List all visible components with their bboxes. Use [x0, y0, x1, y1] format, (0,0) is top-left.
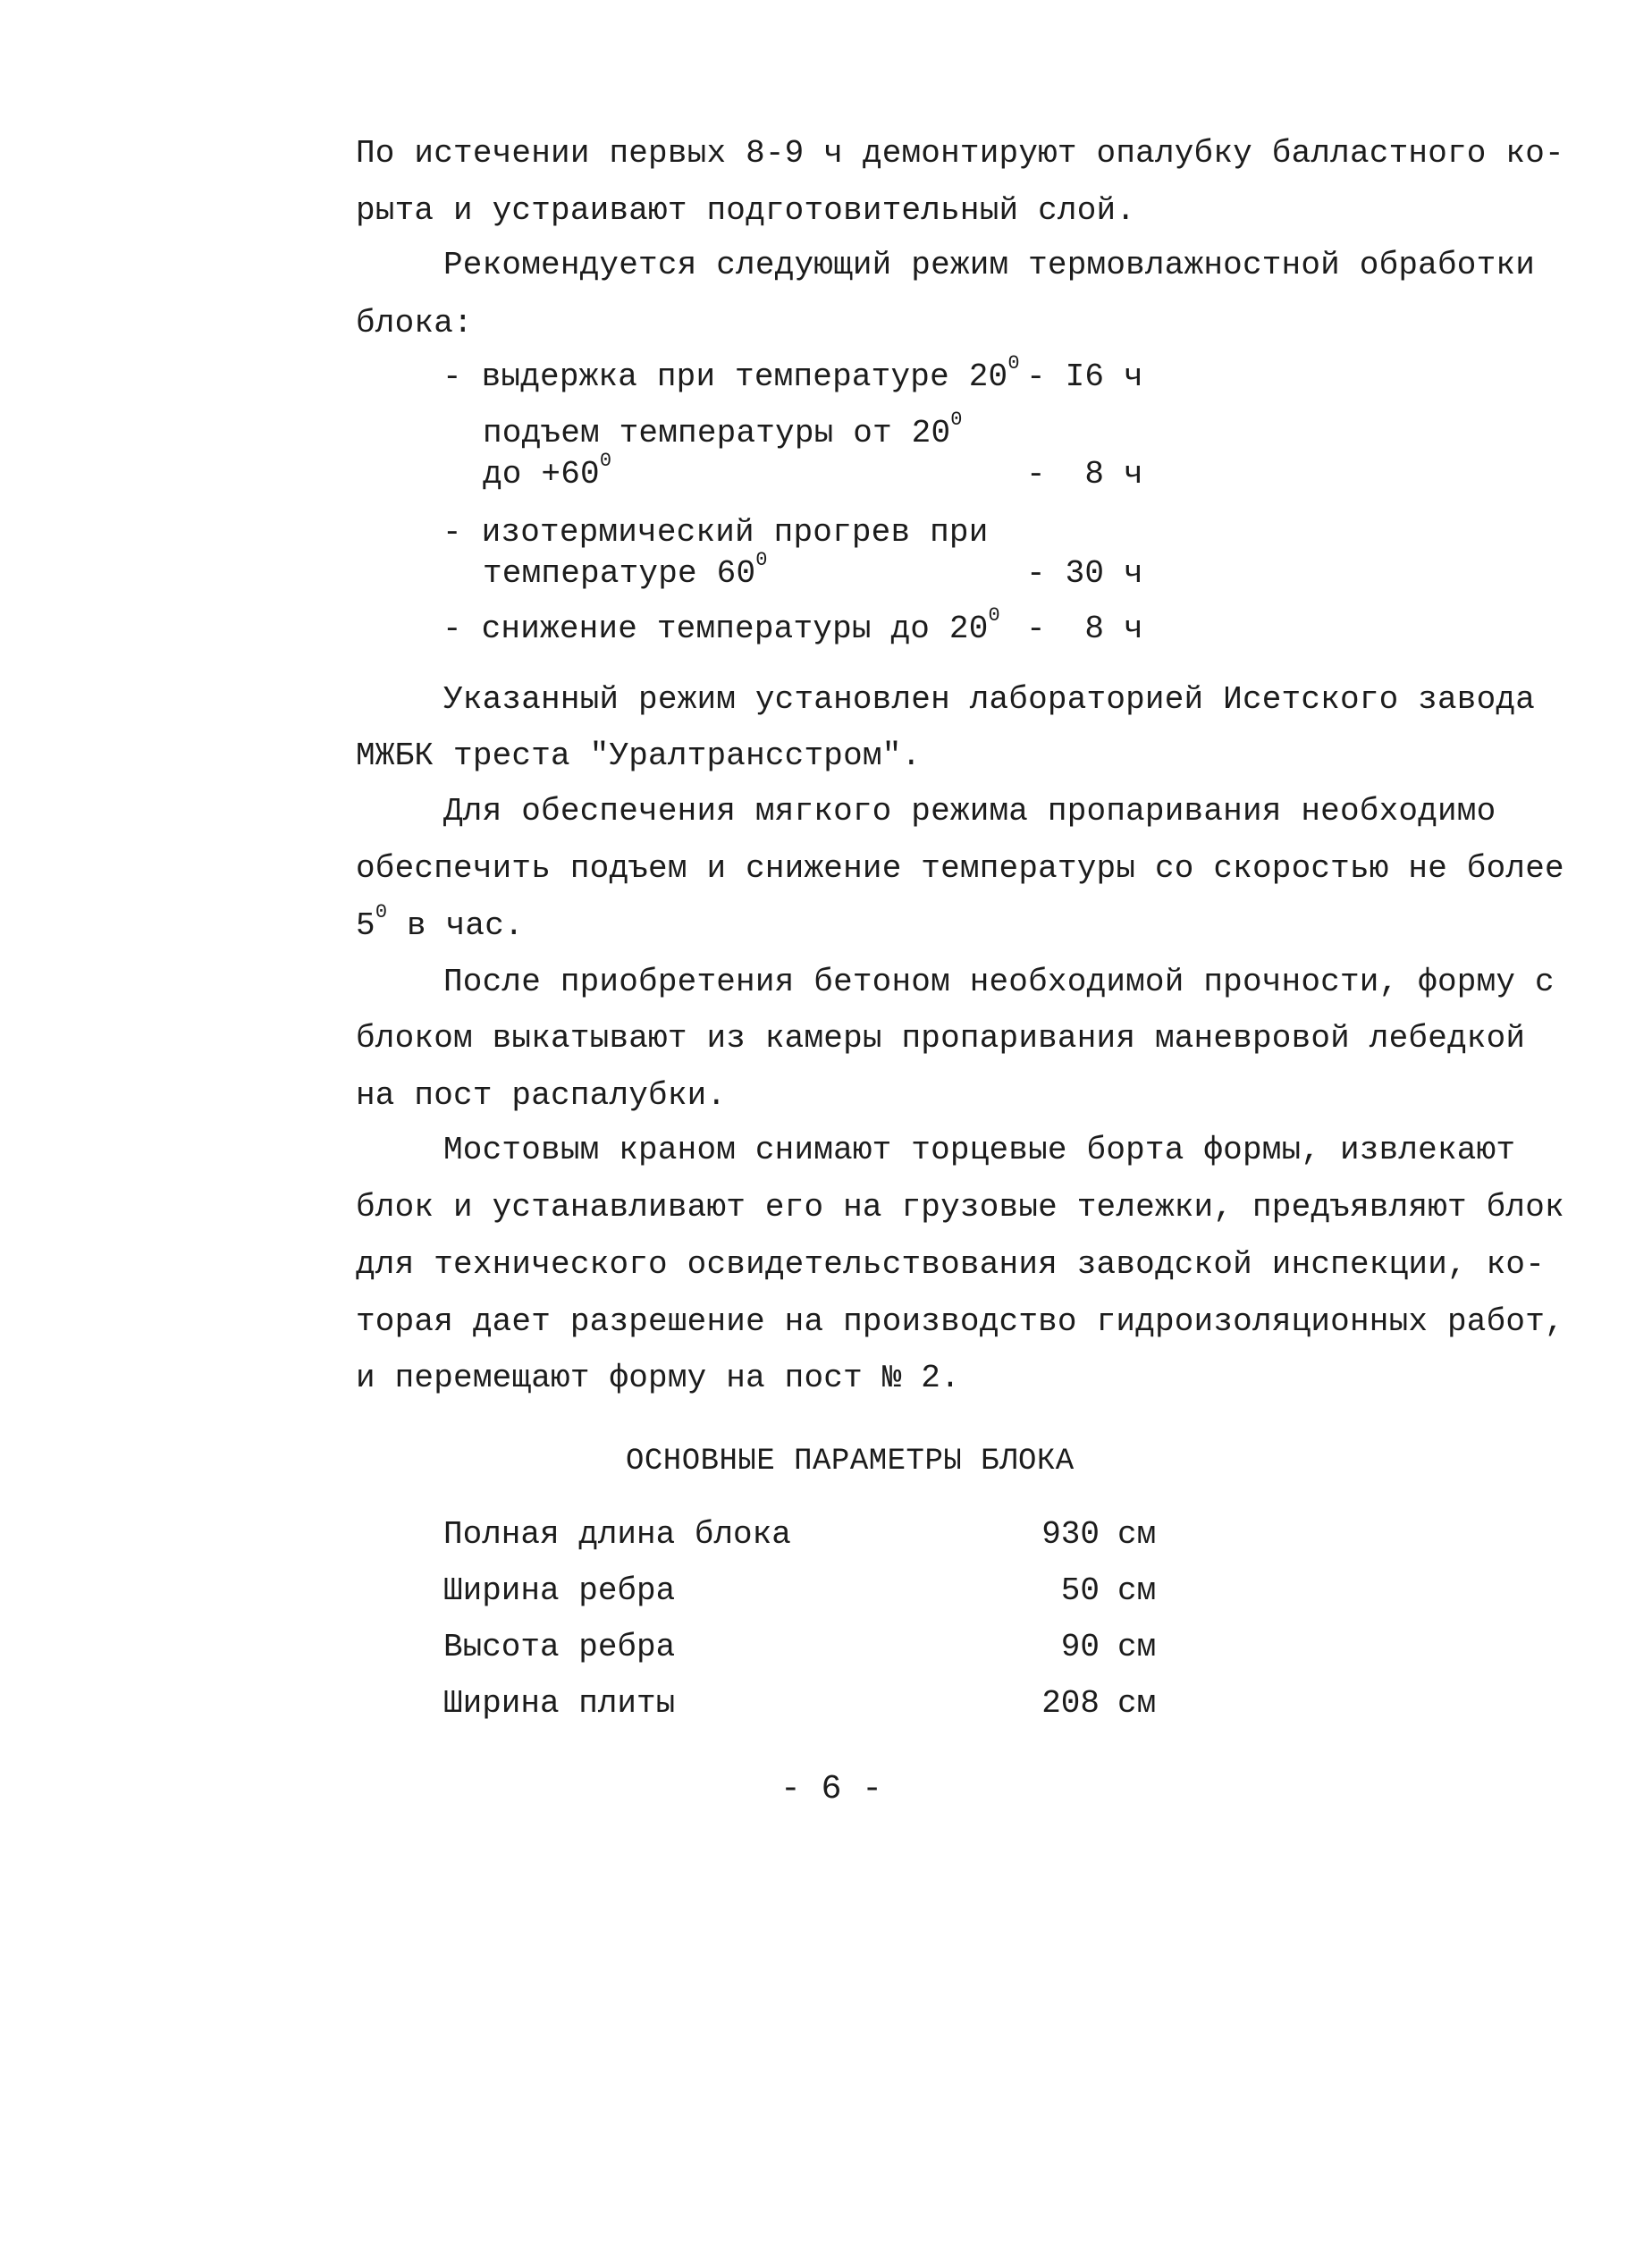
- parameter-value: 208: [1041, 1685, 1100, 1722]
- paragraph-6-line-4: торая дает разрешение на производство гидроизоляционных работ,: [356, 1303, 1564, 1340]
- paragraph-3-line-1: Указанный режим установлен лабораторией Исетского завода: [443, 681, 1535, 718]
- parameter-unit: см: [1117, 1629, 1157, 1665]
- parameters-heading: ОСНОВНЫЕ ПАРАМЕТРЫ БЛОКА: [626, 1445, 1075, 1479]
- regime-item-1-text: - выдержка при температуре 20: [442, 358, 1008, 395]
- parameter-label: Полная длина блока: [443, 1516, 791, 1553]
- regime-item-1-duration: - I6 ч: [1026, 358, 1143, 395]
- degree-mark: 0: [755, 549, 768, 571]
- regime-item-3-duration: - 30 ч: [1026, 555, 1143, 592]
- page-number: - 6 -: [780, 1770, 883, 1808]
- paragraph-2-line-1: Рекомендуется следующий режим термовлажностной обработки: [443, 247, 1535, 283]
- parameter-value: 90: [1060, 1629, 1100, 1665]
- parameter-label: Высота ребра: [443, 1629, 676, 1665]
- regime-item-4: [442, 604, 1000, 651]
- degree-mark: 0: [599, 450, 612, 472]
- regime-item-4-duration: - 8 ч: [1026, 611, 1143, 647]
- paragraph-2-line-2: блока:: [356, 305, 473, 341]
- regime-item-3-text-2: температуре 60: [483, 555, 756, 592]
- degree-mark: 0: [1007, 352, 1020, 375]
- paragraph-6-line-1: Мостовым краном снимают торцевые борта формы, извлекают: [443, 1132, 1516, 1168]
- speed-value: 5: [356, 907, 375, 944]
- paragraph-1-line-1: По истечении первых 8-9 ч демонтируют опалубку балластного ко-: [356, 135, 1564, 172]
- regime-item-4-text: - снижение температуры до 20: [442, 611, 989, 647]
- regime-item-3-line-1: - изотермический прогрев при: [442, 514, 989, 551]
- degree-mark: 0: [988, 604, 1000, 627]
- paragraph-4-line-3: [356, 901, 524, 948]
- regime-item-2-duration: - 8 ч: [1026, 456, 1143, 493]
- parameter-value: 930: [1041, 1516, 1100, 1553]
- paragraph-6-line-3: для технического освидетельствования заводской инспекции, ко-: [356, 1246, 1546, 1283]
- parameter-value: 50: [1060, 1572, 1100, 1609]
- paragraph-5-line-1: После приобретения бетоном необходимой прочности, форму с: [443, 964, 1555, 1000]
- regime-item-2-line-1: [483, 409, 963, 455]
- parameter-unit: см: [1117, 1516, 1157, 1553]
- degree-mark: 0: [950, 409, 963, 431]
- regime-item-1: [442, 352, 1020, 399]
- paragraph-4-line-2: обеспечить подъем и снижение температуры со скоростью не более: [356, 850, 1564, 887]
- regime-item-2-line-2: [483, 450, 612, 496]
- parameter-unit: см: [1117, 1572, 1157, 1609]
- paragraph-4-line-1: Для обеспечения мягкого режима пропаривания необходимо: [443, 793, 1496, 830]
- parameter-label: Ширина ребра: [443, 1572, 676, 1609]
- regime-item-3-line-2: [483, 549, 768, 595]
- paragraph-5-line-2: блоком выкатывают из камеры пропаривания маневровой лебедкой: [356, 1020, 1526, 1057]
- paragraph-5-line-3: на пост распалубки.: [356, 1077, 727, 1114]
- parameter-label: Ширина плиты: [443, 1685, 676, 1722]
- degree-mark: 0: [375, 901, 388, 923]
- paragraph-1-line-2: рыта и устраивают подготовительный слой.: [356, 192, 1136, 229]
- parameter-unit: см: [1117, 1685, 1157, 1722]
- paragraph-3-line-2: МЖБК треста "Уралтрансстром".: [356, 737, 922, 774]
- regime-item-2-text-2: до +60: [483, 456, 600, 493]
- paragraph-6-line-5: и перемещают форму на пост № 2.: [356, 1360, 960, 1396]
- paragraph-6-line-2: блок и устанавливают его на грузовые тележки, предъявляют блок: [356, 1189, 1564, 1226]
- regime-item-2-text-1: подъем температуры от 20: [483, 415, 951, 451]
- speed-unit: в час.: [387, 907, 524, 944]
